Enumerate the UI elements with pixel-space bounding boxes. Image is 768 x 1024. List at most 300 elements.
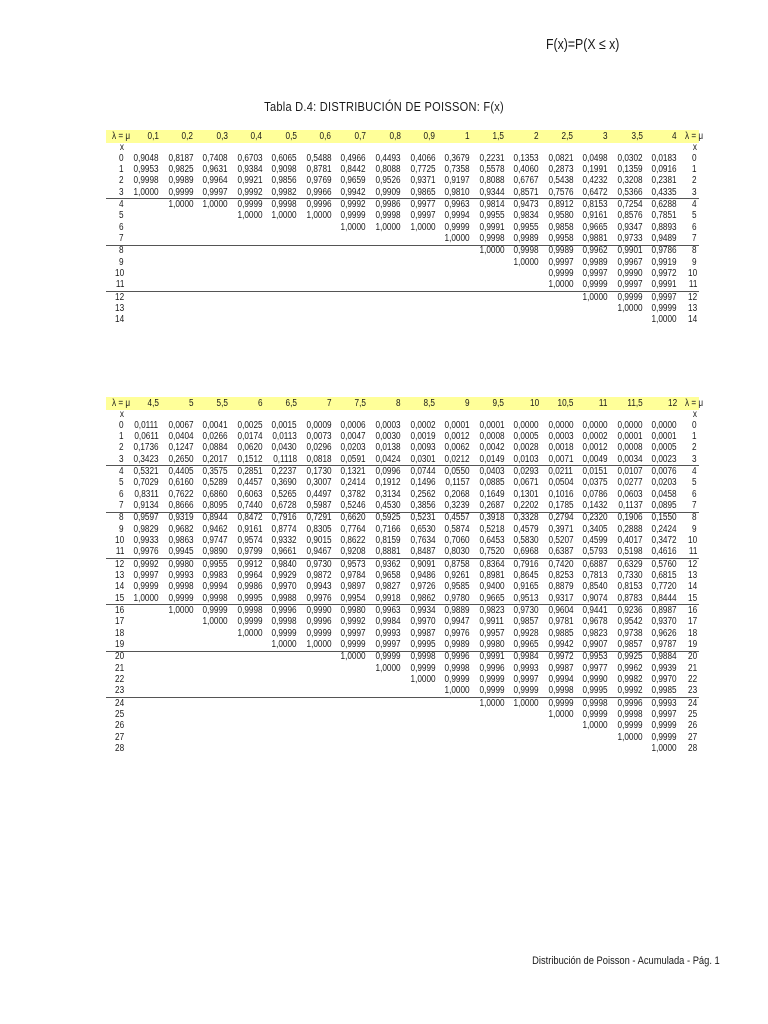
probability-cell bbox=[299, 743, 334, 754]
probability-cell bbox=[541, 199, 576, 211]
empty-cell bbox=[161, 410, 196, 420]
probability-cell bbox=[472, 443, 507, 454]
probability-cell-text: 0,1649 bbox=[479, 488, 505, 500]
probability-cell-text: 1,0000 bbox=[340, 651, 366, 663]
lambda-value bbox=[368, 130, 403, 143]
probability-cell bbox=[437, 303, 472, 314]
probability-cell bbox=[610, 686, 645, 698]
probability-cell bbox=[472, 686, 507, 698]
x-value-text: 6 bbox=[119, 221, 124, 233]
x-value-text: 13 bbox=[114, 302, 124, 314]
probability-cell-text: 0,9996 bbox=[444, 651, 470, 663]
probability-cell bbox=[299, 663, 334, 674]
probability-cell bbox=[368, 431, 403, 442]
probability-cell-text: 0,9998 bbox=[168, 581, 194, 593]
probability-cell-text: 0,7634 bbox=[410, 534, 436, 546]
probability-cell-text: 0,0149 bbox=[479, 453, 505, 465]
probability-cell bbox=[264, 743, 299, 754]
probability-cell bbox=[264, 605, 299, 617]
x-value bbox=[679, 280, 699, 292]
probability-cell-text: 0,9912 bbox=[237, 558, 263, 570]
probability-cell bbox=[264, 570, 299, 581]
probability-cell-text: 0,9991 bbox=[651, 279, 678, 291]
probability-cell-text: 0,9462 bbox=[202, 523, 228, 535]
probability-cell bbox=[230, 280, 265, 292]
probability-cell-text: 1,0000 bbox=[271, 638, 297, 650]
x-value-text: 25 bbox=[114, 708, 124, 720]
probability-cell bbox=[230, 431, 265, 442]
probability-cell-text: 0,0018 bbox=[548, 442, 574, 454]
probability-cell bbox=[437, 187, 472, 199]
probability-cell bbox=[368, 211, 403, 222]
probability-cell bbox=[264, 245, 299, 257]
probability-cell bbox=[610, 257, 645, 268]
probability-cell bbox=[230, 535, 265, 546]
probability-cell bbox=[437, 257, 472, 268]
probability-cell-text: 0,9970 bbox=[651, 673, 678, 685]
probability-cell bbox=[333, 721, 368, 732]
x-value bbox=[106, 443, 126, 454]
probability-cell bbox=[299, 524, 334, 535]
probability-cell bbox=[575, 291, 610, 303]
probability-cell-text: 0,9993 bbox=[168, 569, 194, 581]
probability-cell bbox=[264, 500, 299, 512]
probability-cell bbox=[403, 315, 438, 326]
probability-cell bbox=[195, 245, 230, 257]
probability-cell bbox=[195, 709, 230, 720]
probability-cell-text: 0,0005 bbox=[513, 430, 539, 442]
probability-cell bbox=[264, 291, 299, 303]
probability-cell bbox=[299, 605, 334, 617]
probability-cell bbox=[644, 593, 679, 605]
probability-cell-text: 0,4530 bbox=[375, 499, 401, 511]
probability-cell bbox=[368, 721, 403, 732]
probability-cell bbox=[230, 303, 265, 314]
probability-cell-text: 0,7725 bbox=[410, 163, 436, 175]
probability-cell bbox=[264, 651, 299, 663]
probability-cell bbox=[644, 489, 679, 500]
table-row bbox=[106, 732, 699, 743]
probability-cell-text: 0,8881 bbox=[375, 546, 401, 558]
x-value bbox=[106, 512, 126, 524]
probability-cell bbox=[541, 663, 576, 674]
probability-cell bbox=[437, 454, 472, 466]
x-value bbox=[106, 558, 126, 570]
probability-cell-text: 1,0000 bbox=[168, 604, 194, 616]
probability-cell bbox=[264, 674, 299, 685]
probability-cell bbox=[403, 709, 438, 720]
probability-cell bbox=[403, 280, 438, 292]
probability-cell-text: 1,0000 bbox=[617, 302, 643, 314]
x-value bbox=[106, 570, 126, 581]
probability-cell-text: 0,9730 bbox=[306, 558, 332, 570]
x-value-text: 7 bbox=[692, 232, 697, 244]
probability-cell bbox=[575, 674, 610, 685]
probability-cell bbox=[403, 176, 438, 187]
probability-cell-text: 0,0049 bbox=[582, 453, 608, 465]
x-value bbox=[106, 303, 126, 314]
probability-cell-text: 0,9585 bbox=[444, 581, 470, 593]
probability-cell-text: 0,0895 bbox=[651, 499, 678, 511]
x-value-text: 5 bbox=[692, 210, 697, 222]
table-row bbox=[106, 663, 699, 674]
probability-cell bbox=[264, 211, 299, 222]
x-value-text: 23 bbox=[687, 685, 697, 697]
probability-cell-text: 0,4966 bbox=[340, 152, 366, 164]
probability-cell-text: 0,7291 bbox=[306, 512, 332, 524]
probability-cell bbox=[333, 709, 368, 720]
probability-cell bbox=[368, 153, 403, 164]
probability-cell-text: 0,9344 bbox=[479, 186, 505, 198]
x-value-text: 4 bbox=[692, 465, 697, 477]
probability-cell bbox=[541, 674, 576, 685]
probability-cell-text: 0,5265 bbox=[271, 488, 297, 500]
probability-cell bbox=[575, 199, 610, 211]
x-value bbox=[106, 732, 126, 743]
probability-cell-text: 0,9865 bbox=[410, 186, 436, 198]
probability-cell bbox=[437, 443, 472, 454]
poisson-table-2 bbox=[106, 397, 704, 755]
x-value bbox=[679, 547, 699, 559]
probability-cell bbox=[264, 524, 299, 535]
probability-cell bbox=[333, 651, 368, 663]
probability-cell-text: 0,9799 bbox=[237, 546, 263, 558]
empty-cell bbox=[472, 143, 507, 153]
probability-cell bbox=[403, 697, 438, 709]
probability-cell bbox=[368, 454, 403, 466]
probability-cell bbox=[437, 268, 472, 279]
probability-cell-text: 0,9984 bbox=[375, 616, 401, 628]
probability-cell bbox=[644, 233, 679, 245]
lambda-value bbox=[161, 130, 196, 143]
probability-cell-text: 0,9857 bbox=[513, 616, 539, 628]
probability-cell-text: 0,0000 bbox=[548, 419, 574, 431]
x-value bbox=[679, 663, 699, 674]
probability-cell-text: 0,1157 bbox=[445, 477, 470, 489]
probability-cell bbox=[333, 558, 368, 570]
probability-cell-text: 0,0293 bbox=[513, 465, 539, 477]
x-value-text: 5 bbox=[119, 477, 124, 489]
probability-cell bbox=[126, 489, 161, 500]
probability-cell bbox=[299, 164, 334, 175]
probability-cell-text: 0,0001 bbox=[444, 419, 470, 431]
probability-cell bbox=[299, 443, 334, 454]
lambda-value-text: 0,1 bbox=[147, 130, 159, 142]
lambda-value bbox=[644, 130, 679, 143]
probability-cell bbox=[403, 153, 438, 164]
x-value-text: 20 bbox=[114, 651, 124, 663]
probability-cell bbox=[610, 268, 645, 279]
probability-cell bbox=[230, 674, 265, 685]
x-value-text: 17 bbox=[687, 616, 697, 628]
table-row bbox=[106, 176, 699, 187]
x-value bbox=[679, 164, 699, 175]
x-value bbox=[106, 709, 126, 720]
probability-cell-text: 0,0067 bbox=[168, 419, 194, 431]
probability-cell bbox=[299, 257, 334, 268]
probability-cell-text: 0,9885 bbox=[548, 627, 574, 639]
probability-cell-text: 0,9998 bbox=[513, 245, 539, 257]
probability-cell-text: 0,0071 bbox=[548, 453, 574, 465]
probability-cell bbox=[437, 639, 472, 651]
probability-cell bbox=[644, 709, 679, 720]
probability-cell bbox=[472, 164, 507, 175]
x-value bbox=[106, 268, 126, 279]
probability-cell-text: 0,0266 bbox=[202, 430, 228, 442]
table-row bbox=[106, 547, 699, 559]
probability-cell-text: 0,3134 bbox=[375, 488, 401, 500]
probability-cell-text: 0,9786 bbox=[651, 245, 678, 257]
probability-cell bbox=[264, 535, 299, 546]
probability-cell-text: 0,9992 bbox=[340, 616, 366, 628]
probability-cell bbox=[437, 315, 472, 326]
probability-cell-text: 0,0404 bbox=[168, 430, 194, 442]
probability-cell-text: 0,1785 bbox=[548, 499, 574, 511]
probability-cell-text: 0,9953 bbox=[133, 163, 159, 175]
probability-cell-text: 0,9901 bbox=[617, 245, 643, 257]
probability-cell bbox=[575, 443, 610, 454]
probability-cell bbox=[195, 605, 230, 617]
probability-cell-text: 0,9823 bbox=[582, 627, 608, 639]
probability-cell-text: 0,9999 bbox=[133, 581, 159, 593]
probability-cell bbox=[368, 478, 403, 489]
probability-cell bbox=[472, 732, 507, 743]
probability-cell bbox=[368, 268, 403, 279]
x-value-text: 1 bbox=[119, 430, 124, 442]
probability-cell bbox=[472, 187, 507, 199]
x-value bbox=[106, 222, 126, 233]
probability-cell-text: 1,0000 bbox=[375, 662, 401, 674]
probability-cell bbox=[472, 233, 507, 245]
probability-cell-text: 0,0062 bbox=[444, 442, 470, 454]
probability-cell bbox=[230, 454, 265, 466]
probability-cell bbox=[126, 257, 161, 268]
probability-cell bbox=[264, 315, 299, 326]
x-value-text: 9 bbox=[119, 256, 124, 268]
probability-cell-text: 0,1432 bbox=[582, 499, 608, 511]
probability-cell bbox=[472, 512, 507, 524]
probability-cell bbox=[333, 153, 368, 164]
probability-cell-text: 0,4579 bbox=[513, 523, 539, 535]
probability-cell-text: 0,0003 bbox=[375, 419, 401, 431]
probability-cell bbox=[126, 431, 161, 442]
empty-cell bbox=[195, 143, 230, 153]
lambda-value-text: 0,7 bbox=[354, 130, 366, 142]
probability-cell-text: 0,7764 bbox=[340, 523, 366, 535]
probability-cell-text: 0,9994 bbox=[548, 673, 574, 685]
x-value bbox=[679, 431, 699, 442]
probability-cell bbox=[437, 211, 472, 222]
probability-cell bbox=[403, 617, 438, 628]
probability-cell-text: 0,4616 bbox=[651, 546, 678, 558]
probability-cell-text: 0,7166 bbox=[375, 523, 401, 535]
probability-cell-text: 0,9780 bbox=[444, 592, 470, 604]
probability-cell-text: 0,7813 bbox=[582, 569, 608, 581]
x-value bbox=[106, 651, 126, 663]
probability-cell-text: 0,9197 bbox=[444, 175, 470, 187]
probability-cell bbox=[541, 709, 576, 720]
probability-cell bbox=[264, 199, 299, 211]
probability-cell bbox=[610, 524, 645, 535]
x-value bbox=[106, 420, 126, 431]
probability-cell bbox=[333, 268, 368, 279]
probability-cell bbox=[299, 732, 334, 743]
probability-cell-text: 0,8944 bbox=[202, 512, 228, 524]
x-value bbox=[679, 721, 699, 732]
probability-cell bbox=[437, 605, 472, 617]
probability-cell-text: 0,0603 bbox=[617, 488, 643, 500]
probability-cell-text: 0,2237 bbox=[271, 465, 297, 477]
probability-cell bbox=[299, 478, 334, 489]
probability-cell bbox=[506, 176, 541, 187]
probability-cell bbox=[541, 500, 576, 512]
table-row bbox=[106, 535, 699, 546]
x-value-text: 14 bbox=[687, 581, 697, 593]
probability-cell bbox=[541, 454, 576, 466]
probability-cell bbox=[403, 547, 438, 559]
probability-cell-text: 0,9161 bbox=[582, 210, 608, 222]
probability-cell bbox=[610, 743, 645, 754]
probability-cell bbox=[506, 524, 541, 535]
probability-cell bbox=[264, 187, 299, 199]
probability-cell bbox=[299, 211, 334, 222]
x-value bbox=[106, 605, 126, 617]
probability-cell-text: 0,9678 bbox=[582, 616, 608, 628]
probability-cell-text: 0,9997 bbox=[617, 279, 643, 291]
x-value-text: 0 bbox=[119, 419, 124, 431]
probability-cell bbox=[126, 605, 161, 617]
probability-cell bbox=[610, 303, 645, 314]
page-footer bbox=[499, 955, 720, 967]
probability-cell bbox=[333, 639, 368, 651]
probability-cell bbox=[264, 709, 299, 720]
probability-cell-text: 0,0211 bbox=[548, 465, 574, 477]
probability-cell bbox=[230, 443, 265, 454]
probability-cell-text: 0,0000 bbox=[513, 419, 539, 431]
probability-cell-text: 0,9985 bbox=[651, 685, 678, 697]
probability-cell bbox=[506, 674, 541, 685]
empty-cell bbox=[333, 410, 368, 420]
probability-cell-text: 0,8540 bbox=[582, 581, 608, 593]
x-value bbox=[106, 489, 126, 500]
probability-cell bbox=[333, 524, 368, 535]
x-value bbox=[679, 315, 699, 326]
probability-cell bbox=[126, 176, 161, 187]
probability-cell-text: 0,9834 bbox=[513, 210, 539, 222]
lambda-value-text: 6 bbox=[257, 397, 263, 409]
x-value-text: 28 bbox=[687, 742, 697, 754]
probability-cell-text: 0,2424 bbox=[651, 523, 678, 535]
probability-cell bbox=[506, 478, 541, 489]
probability-cell-text: 0,9962 bbox=[582, 245, 608, 257]
x-value bbox=[106, 245, 126, 257]
probability-cell-text: 0,9074 bbox=[582, 592, 608, 604]
probability-cell bbox=[299, 222, 334, 233]
probability-cell bbox=[161, 466, 196, 478]
x-value bbox=[106, 153, 126, 164]
lambda-value bbox=[403, 130, 438, 143]
probability-cell-text: 0,9966 bbox=[306, 186, 332, 198]
probability-cell-text: 0,9236 bbox=[617, 604, 643, 616]
probability-cell bbox=[541, 257, 576, 268]
table-row bbox=[106, 500, 699, 512]
probability-cell bbox=[333, 222, 368, 233]
lambda-value bbox=[264, 397, 299, 410]
x-value bbox=[679, 420, 699, 431]
probability-cell bbox=[437, 628, 472, 639]
lambda-value bbox=[230, 130, 265, 143]
x-value bbox=[679, 199, 699, 211]
lambda-value bbox=[230, 397, 265, 410]
lambda-value bbox=[264, 130, 299, 143]
probability-cell bbox=[161, 268, 196, 279]
probability-cell-text: 0,1906 bbox=[617, 512, 643, 524]
table-row bbox=[106, 303, 699, 314]
probability-cell-text: 0,1550 bbox=[651, 512, 678, 524]
probability-cell bbox=[230, 651, 265, 663]
x-value-text: 27 bbox=[687, 731, 697, 743]
probability-cell-text: 0,7520 bbox=[479, 546, 505, 558]
lambda-value-text: 10 bbox=[529, 397, 539, 409]
table-row bbox=[106, 233, 699, 245]
probability-cell-text: 1,0000 bbox=[340, 221, 366, 233]
probability-cell bbox=[506, 153, 541, 164]
probability-cell bbox=[161, 582, 196, 593]
probability-cell bbox=[610, 315, 645, 326]
probability-cell-text: 1,0000 bbox=[444, 685, 470, 697]
probability-cell bbox=[299, 500, 334, 512]
lambda-label-text: λ = μ bbox=[111, 397, 131, 409]
table-row bbox=[106, 639, 699, 651]
probability-cell-text: 0,0786 bbox=[582, 488, 608, 500]
probability-cell-text: 0,9911 bbox=[479, 616, 505, 628]
probability-cell bbox=[541, 732, 576, 743]
probability-cell bbox=[126, 420, 161, 431]
probability-cell bbox=[299, 709, 334, 720]
probability-cell-text: 0,9989 bbox=[582, 256, 608, 268]
x-value-text: 4 bbox=[119, 465, 124, 477]
lambda-value bbox=[195, 397, 230, 410]
probability-cell bbox=[161, 732, 196, 743]
probability-cell bbox=[403, 593, 438, 605]
probability-cell-text: 0,9999 bbox=[513, 685, 539, 697]
x-label-row bbox=[106, 143, 699, 153]
lambda-value-text: 1 bbox=[465, 130, 470, 142]
probability-cell bbox=[195, 593, 230, 605]
probability-cell bbox=[541, 639, 576, 651]
table-row bbox=[106, 651, 699, 663]
x-value bbox=[106, 628, 126, 639]
probability-cell bbox=[195, 512, 230, 524]
probability-cell bbox=[230, 721, 265, 732]
x-value-text: 0 bbox=[692, 152, 697, 164]
probability-cell-text: 0,9999 bbox=[651, 302, 678, 314]
probability-cell-text: 0,9580 bbox=[548, 210, 574, 222]
x-label-text: x bbox=[119, 142, 124, 153]
probability-cell-text: 1,0000 bbox=[548, 708, 574, 720]
probability-cell bbox=[333, 420, 368, 431]
probability-cell bbox=[403, 732, 438, 743]
probability-cell-text: 0,9999 bbox=[306, 627, 332, 639]
x-value bbox=[679, 291, 699, 303]
probability-cell bbox=[437, 466, 472, 478]
probability-cell bbox=[541, 280, 576, 292]
x-value bbox=[679, 570, 699, 581]
probability-cell bbox=[437, 500, 472, 512]
probability-cell-text: 0,5874 bbox=[444, 523, 470, 535]
probability-cell bbox=[472, 547, 507, 559]
probability-cell bbox=[472, 176, 507, 187]
